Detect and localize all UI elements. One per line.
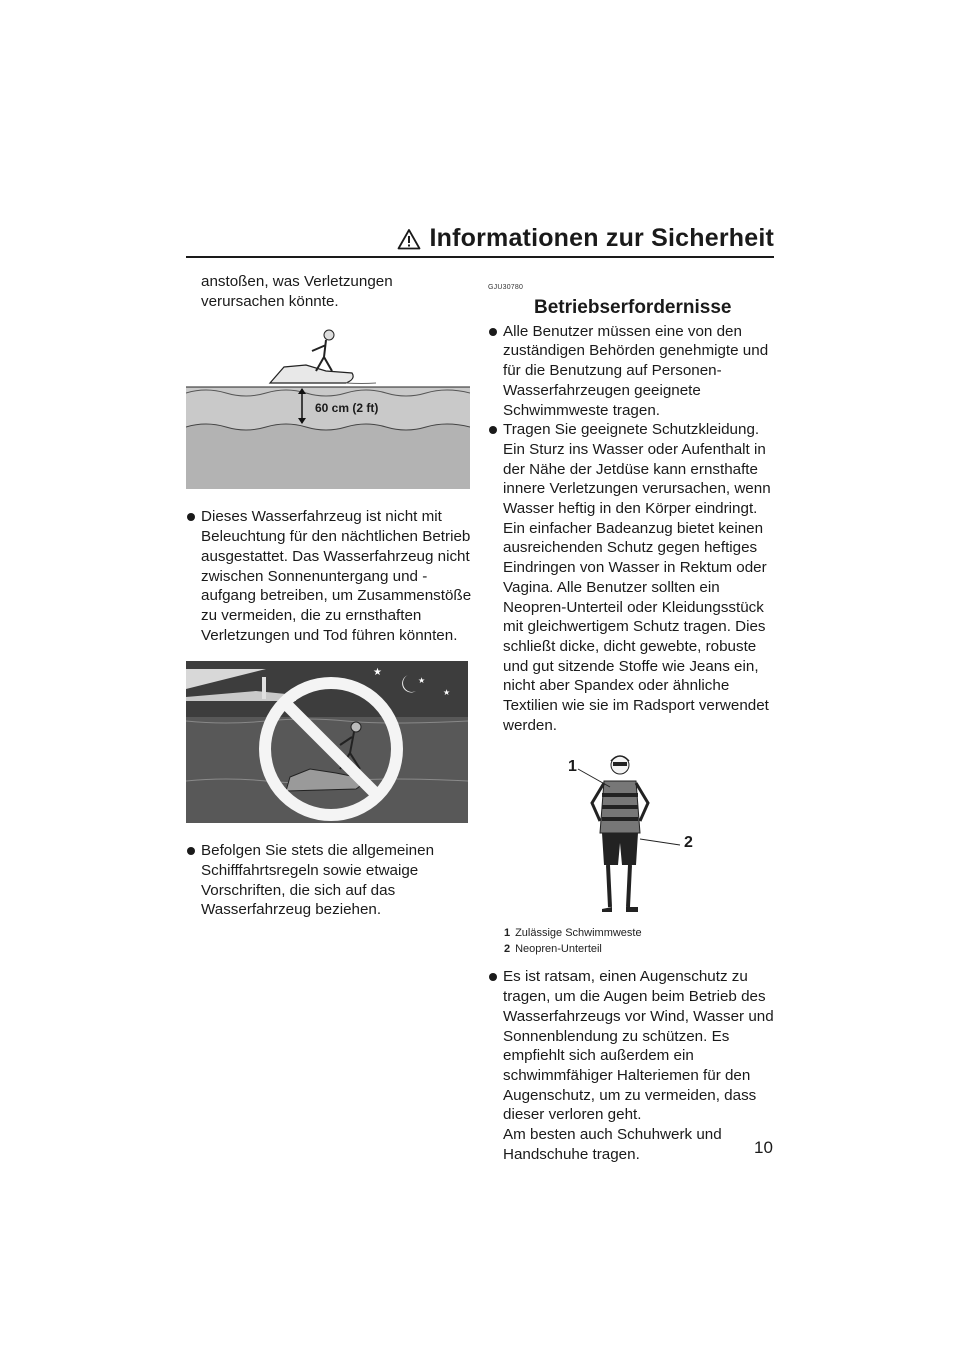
callout-2: 2	[684, 834, 693, 852]
bullet-text: Alle Benutzer müssen eine von den zuständigen Behörden genehmigte und für die Benutzung auf Personen-Wasserfahrzeugen geeignete Schwimmweste tragen.	[503, 322, 769, 419]
night-operation-figure	[186, 661, 468, 823]
header-title-group	[397, 224, 774, 253]
bullet-text: Tragen Sie geeignete Schutzkleidung. Ein Sturz ins Wasser oder Aufenthalt in der Nähe der Jetdüse kann ernsthafte innere Verletzungen verursachen, wenn Wasser heftig in den Körper eindringt.	[503, 421, 771, 518]
bullet-eye-protection	[488, 967, 776, 1164]
left-column	[186, 272, 472, 920]
legend-item: 2 Neopren-Unterteil	[504, 943, 602, 956]
intro-continuation: anstoßen, was Verletzungen verursachen könnte.	[201, 273, 393, 310]
bullet-no-night-operation	[186, 507, 472, 645]
page-title: Informationen zur Sicherheit	[429, 224, 774, 252]
bullet-navigation-rules	[186, 841, 472, 920]
bullet-text: Dieses Wasserfahrzeug ist nicht mit Beleuchtung für den nächtlichen Betrieb ausgestattet. Das Wasserfahrzeug nicht zwischen Sonnenuntergang und -aufgang betreiben, um Zusammenstöße zu vermeiden, die zu ernsthaften Verletzungen und Tod führen könnten.	[201, 508, 472, 644]
svg-text:★: ★	[443, 688, 451, 698]
bullet-life-jacket	[488, 322, 776, 421]
warning-icon	[397, 228, 421, 250]
bullet-dot-icon	[489, 426, 497, 434]
bullet-text: Befolgen Sie stets die allgemeinen Schifffahrtsregeln sowie etwaige Vorschriften, die sich auf das Wasserfahrzeug beziehen.	[201, 842, 435, 919]
life-jacket-figure	[488, 747, 776, 925]
clearance-label: 60 cm (2 ft)	[315, 401, 379, 416]
legend-item: 1 Zulässige Schwimmweste	[504, 927, 642, 940]
section-code: GJU30780	[488, 284, 524, 291]
right-column	[488, 272, 776, 1165]
clearance-figure	[186, 327, 470, 489]
person-with-life-jacket-illustration	[488, 747, 776, 925]
page-header	[186, 224, 774, 258]
svg-text:★: ★	[373, 667, 382, 679]
bullet-text: Es ist ratsam, einen Augenschutz zu tragen, um die Augen beim Betrieb des Wasserfahrzeugs vor Wind, Wasser und Sonnenblendung zu schützen. Es empfiehlt sich außerdem ein schwimmfähiger Halteriemen für den Augenschutz, um zu vermeiden, dass dieser verloren geht.	[503, 968, 774, 1124]
bullet-dot-icon	[187, 847, 195, 855]
svg-text:★: ★	[418, 676, 426, 686]
bullet-text-continued: Am besten auch Schuhwerk und Handschuhe tragen.	[503, 1126, 722, 1163]
page-number: 10	[754, 1138, 773, 1157]
night-prohibition-illustration	[186, 661, 468, 823]
bullet-dot-icon	[489, 973, 497, 981]
section-title: Betriebserfordernisse	[534, 296, 732, 318]
bullet-dot-icon	[187, 513, 195, 521]
callout-1: 1	[568, 758, 577, 776]
figure-legend	[504, 925, 776, 957]
bullet-protective-clothing	[488, 420, 776, 735]
bullet-text-continued: Ein einfacher Badeanzug bietet keinen ausreichenden Schutz gegen heftiges Eindringen von Wasser in Rektum oder Vagina. Alle Benutzer sollten ein Neopren-Unterteil oder Kleidungsstück mit gleichwertigem Schutz tragen. Dies schließt dicke, dicht gewebte, robuste und gut sitzende Stoffe wie Jeans ein, nicht aber Spandex oder ähnliche Textilien wie sie im Radsport verwendet werden.	[503, 519, 769, 734]
bullet-dot-icon	[489, 328, 497, 336]
